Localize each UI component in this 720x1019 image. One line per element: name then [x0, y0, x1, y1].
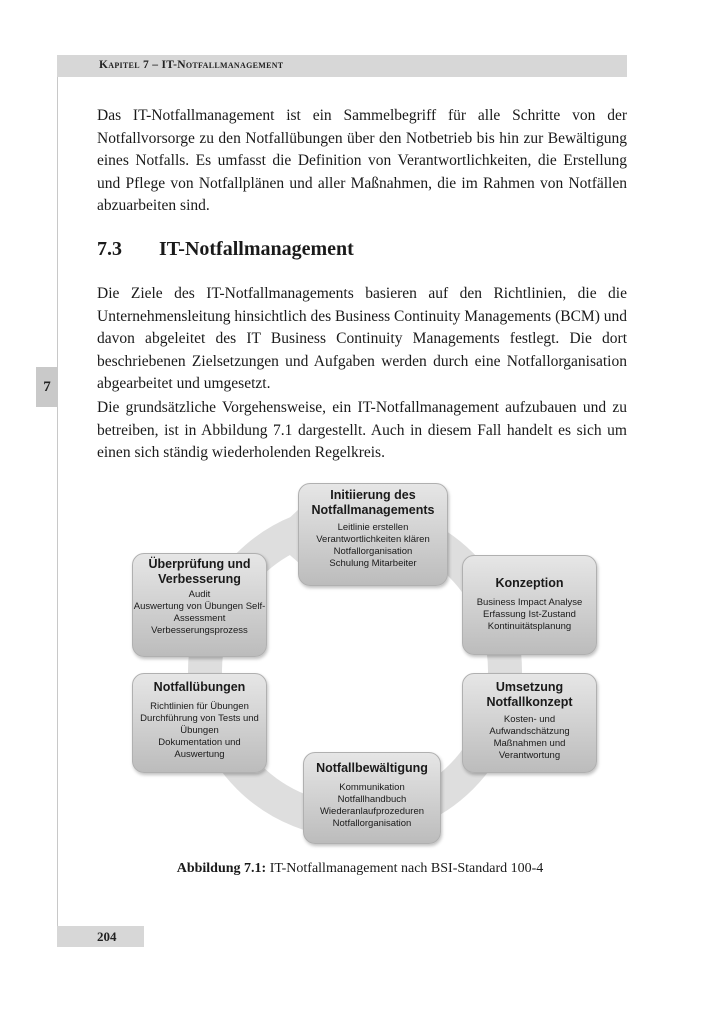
paragraph-goals: Die Ziele des IT-Notfallmanagements basieren auf den Richtlinien, die die Unternehmensleitung hinsichtlich des Business Continuity Managements (BCM) und davon abgeleitet des IT Business Continuity Managements festlegt. Die dort beschriebenen Zielsetzungen und Aufgaben werden durch eine Notfallorganisation abgearbeitet und umgesetzt.	[97, 285, 627, 392]
box-ueberpruefung-line: Audit	[188, 589, 211, 600]
box-initiierung-title: Initiierung des Notfallmanagements	[311, 488, 435, 517]
box-initiierung-line: Schulung Mitarbeiter	[329, 558, 417, 569]
box-initiierung	[298, 483, 448, 586]
box-ueberpruefung	[132, 553, 267, 657]
box-konzeption-line: Erfassung Ist-Zustand	[483, 609, 576, 620]
paragraph-approach: Die grundsätzliche Vorgehensweise, ein IT-Notfallmanagement aufzubauen und zu betreiben, ist in Abbildung 7.1 dargestellt. Auch in diesem Fall handelt es sich um einen sich ständig wiederholenden Regelkreis.	[97, 399, 627, 461]
box-notfalluebungen	[132, 673, 267, 773]
box-notfalluebungen-title: Notfallübungen	[153, 680, 246, 694]
box-ueberpruefung-title: Überprüfung und Verbesserung	[148, 557, 251, 586]
box-konzeption-line: Business Impact Analyse	[476, 597, 583, 608]
cycle-diagram	[115, 475, 615, 855]
box-umsetzung-title: Umsetzung Notfallkonzept	[486, 680, 573, 709]
chapter-tab: 7	[36, 367, 58, 407]
box-notfallbewaeltigung-line: Wiederanlaufprozeduren	[319, 806, 425, 817]
box-notfallbewaeltigung-line: Notfallorganisation	[332, 818, 412, 829]
box-notfallbewaeltigung-title: Notfallbewältigung	[316, 761, 428, 775]
box-notfalluebungen-line: Dokumentation und Auswertung	[158, 737, 241, 760]
section-heading	[97, 238, 354, 261]
box-ueberpruefung-line: Auswertung von Übungen Self-Assessment	[133, 601, 266, 624]
box-umsetzung-line: Kosten- und Aufwandschätzung	[489, 714, 570, 737]
running-title: Kapitel 7 – IT-Notfallmanagement	[99, 59, 284, 71]
page-number: 204	[97, 929, 117, 944]
figure-caption-label: Abbildung 7.1:	[176, 861, 267, 876]
running-header	[57, 55, 627, 77]
section-number: 7.3	[97, 238, 122, 260]
box-konzeption-title: Konzeption	[495, 576, 564, 590]
box-initiierung-line: Leitlinie erstellen	[337, 522, 409, 533]
box-konzeption-line: Kontinuitätsplanung	[487, 621, 572, 632]
box-initiierung-line: Notfallorganisation	[333, 546, 413, 557]
margin-rule	[57, 77, 58, 947]
box-initiierung-line: Verantwortlichkeiten klären	[316, 534, 430, 545]
box-konzeption	[462, 555, 597, 655]
figure-caption	[0, 861, 720, 877]
section-title: IT-Notfallmanagement	[159, 238, 354, 260]
box-umsetzung-line: Maßnahmen und Verantwortung	[493, 738, 566, 761]
figure-caption-text: IT-Notfallmanagement nach BSI-Standard 100-4	[269, 861, 544, 876]
box-notfalluebungen-line: Richtlinien für Übungen	[150, 701, 249, 712]
box-notfallbewaeltigung	[303, 752, 441, 844]
box-notfallbewaeltigung-line: Notfallhandbuch	[337, 794, 407, 805]
box-ueberpruefung-line: Verbesserungsprozess	[151, 625, 248, 636]
paragraph-intro: Das IT-Notfallmanagement ist ein Sammelbegriff für alle Schritte von der Notfallvorsorge zu den Notfallübungen über den Notbetrieb bis hin zur Bewältigung eines Notfalls. Es umfasst die Definition von Verantwortlichkeiten, die Erstellung und Pflege von Notfallplänen und aller Maßnahmen, die im Rahmen von Notfällen abzuarbeiten sind.	[97, 107, 627, 214]
page-footer	[57, 926, 144, 947]
box-notfallbewaeltigung-line: Kommunikation	[339, 782, 405, 793]
box-notfalluebungen-line: Durchführung von Tests und Übungen	[140, 713, 259, 736]
box-umsetzung	[462, 673, 597, 773]
